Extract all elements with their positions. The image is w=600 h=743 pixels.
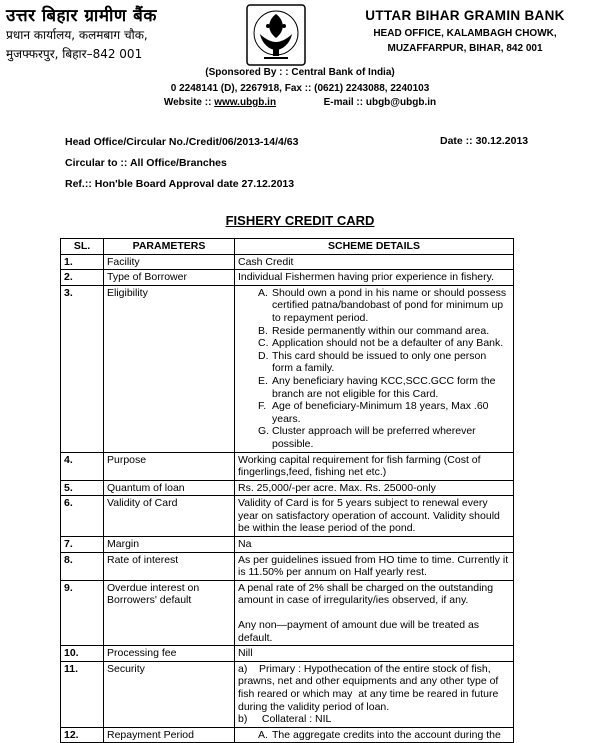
list-item: [238, 325, 510, 338]
header-details: SCHEME DETAILS: [235, 239, 514, 255]
list-item: [238, 425, 510, 450]
website-link[interactable]: www.ubgb.in: [214, 97, 277, 108]
table-row: [61, 552, 514, 580]
detail-text: Any non—payment of amount due will be treated as default.: [238, 619, 480, 644]
table-row: [61, 480, 514, 496]
table-row: [61, 452, 514, 480]
detail-text: A penal rate of 2% shall be charged on the outstanding amount in case of irregularity/ies observed, if any.: [238, 581, 494, 607]
row-sl: 5.: [61, 480, 104, 496]
head-office-english: HEAD OFFICE, KALAMBAGH CHOWK,: [373, 28, 557, 39]
table-row: [61, 580, 514, 645]
email-link[interactable]: ubgb@ubgb.in: [365, 97, 437, 108]
circular-to: Circular to :: All Office/Branches: [65, 157, 227, 169]
address-hindi: मुजफ्फरपुर, बिहार–842 001: [6, 47, 143, 61]
row-param: Overdue interest on Borrowers' default: [104, 580, 235, 645]
list-item: [238, 729, 510, 742]
sponsor-contact-block: [0, 66, 600, 110]
row-detail: [235, 580, 514, 645]
row-detail: Validity of Card is for 5 years subject to renewal every year on satisfactory operation of account. Validity should be within the lease period of the pond.: [235, 496, 514, 537]
phone-line: 0 2248141 (D), 2267918, Fax :: (0621) 2243088, 2240103: [170, 83, 430, 94]
detail-text: a) Primary : Hypothecation of the entire stock of fish, prawns, net and other equipments and any other type of fish reared or which may at any time be reared in future during the validity period of loan.: [238, 662, 502, 713]
row-sl: 6.: [61, 496, 104, 537]
table-header-row: [61, 239, 514, 255]
bank-name-english: UTTAR BIHAR GRAMIN BANK: [365, 8, 565, 23]
row-param: Purpose: [104, 452, 235, 480]
table-row: [61, 537, 514, 553]
list-item: [238, 337, 510, 350]
row-param: Processing fee: [104, 646, 235, 662]
row-detail: [235, 661, 514, 727]
list-item: [238, 287, 510, 325]
email-label: E-mail ::: [323, 97, 366, 108]
row-param: Facility: [104, 254, 235, 270]
list-letter: A.: [258, 728, 268, 741]
table-row: [61, 646, 514, 662]
row-param: Margin: [104, 537, 235, 553]
list-letter: E.: [258, 374, 268, 387]
row-param: Quantum of loan: [104, 480, 235, 496]
list-letter: D.: [258, 349, 269, 362]
list-text: This card should be issued to only one person form a family.: [272, 349, 487, 375]
list-text: Cluster approach will be preferred wherever possible.: [272, 425, 476, 450]
row-sl: 11.: [61, 661, 104, 727]
row-detail: Individual Fishermen having prior experience in fishery.: [235, 270, 514, 286]
row-param: Validity of Card: [104, 496, 235, 537]
repayment-list: [238, 729, 510, 742]
row-sl: 9.: [61, 580, 104, 645]
list-item: [238, 400, 510, 425]
list-letter: B.: [258, 324, 268, 337]
header-parameters: PARAMETERS: [104, 239, 235, 255]
row-sl: 3.: [61, 285, 104, 452]
row-sl: 8.: [61, 552, 104, 580]
bank-name-english-block: [340, 6, 590, 56]
row-param: Eligibility: [104, 285, 235, 452]
website-label: Website ::: [163, 97, 215, 108]
reference-line: Ref.:: Hon'ble Board Approval date 27.12.2013: [65, 178, 295, 190]
row-param: Repayment Period: [104, 727, 235, 743]
sponsor-line: (Sponsored By : : Central Bank of India): [205, 67, 395, 78]
list-text: Any beneficiary having KCC,SCC.GCC form the branch are not eligible for this Card.: [272, 374, 496, 400]
row-sl: 7.: [61, 537, 104, 553]
row-detail: Nill: [235, 646, 514, 662]
row-detail: As per guidelines issued from HO time to time. Currently it is 11.50% per annum on Half yearly rest.: [235, 552, 514, 580]
row-sl: 4.: [61, 452, 104, 480]
row-detail: Na: [235, 537, 514, 553]
detail-text: b) Collateral : NIL: [238, 713, 332, 726]
list-text: Reside permanently within our command area.: [272, 324, 490, 337]
row-sl: 10.: [61, 646, 104, 662]
row-param: Type of Borrower: [104, 270, 235, 286]
table-row: [61, 254, 514, 270]
row-detail: [235, 285, 514, 452]
row-param: Security: [104, 661, 235, 727]
web-email-line: [0, 96, 600, 110]
head-office-hindi: प्रधान कार्यालय, कलमबाग चौक,: [6, 28, 148, 42]
row-detail: Working capital requirement for fish farming (Cost of fingerlings,feed, fishing net etc.): [235, 452, 514, 480]
eligibility-list: [238, 287, 510, 451]
table-row: [61, 270, 514, 286]
address-english: MUZAFFARPUR, BIHAR, 842 001: [387, 43, 543, 54]
list-letter: G.: [258, 425, 270, 438]
circular-date: Date :: 30.12.2013: [440, 135, 529, 147]
row-detail: Cash Credit: [235, 254, 514, 270]
list-text: Application should not be a defaulter of any Bank.: [272, 337, 504, 350]
table-row: [61, 727, 514, 743]
list-letter: C.: [258, 337, 269, 350]
list-item: [238, 375, 510, 400]
row-detail: [235, 727, 514, 743]
bank-name-hindi: उत्तर बिहार ग्रामीण बैंक: [6, 6, 157, 26]
bank-name-hindi-block: [6, 6, 236, 64]
row-sl: 2.: [61, 270, 104, 286]
circular-number: Head Office/Circular No./Credit/06/2013-14/4/63: [65, 136, 299, 148]
row-param: Rate of interest: [104, 552, 235, 580]
table-row: [61, 661, 514, 727]
list-letter: F.: [258, 400, 267, 413]
list-item: [238, 350, 510, 375]
list-text: Age of beneficiary-Minimum 18 years, Max .60 years.: [272, 400, 489, 425]
table-row: [61, 496, 514, 537]
list-letter: A.: [258, 286, 268, 299]
list-text: The aggregate credits into the account during the: [272, 728, 501, 741]
bank-emblem-icon: [246, 4, 306, 66]
row-sl: 12.: [61, 727, 104, 743]
list-text: Should own a pond in his name or should possess certified patna/bandobast of pond for minimum up to repayment period.: [272, 286, 507, 324]
row-sl: 1.: [61, 254, 104, 270]
scheme-table: [60, 238, 514, 743]
document-title: FISHERY CREDIT CARD: [225, 213, 375, 228]
header-sl: SL.: [61, 239, 104, 255]
row-detail: Rs. 25,000/-per acre. Max. Rs. 25000-only: [235, 480, 514, 496]
table-row: [61, 285, 514, 452]
